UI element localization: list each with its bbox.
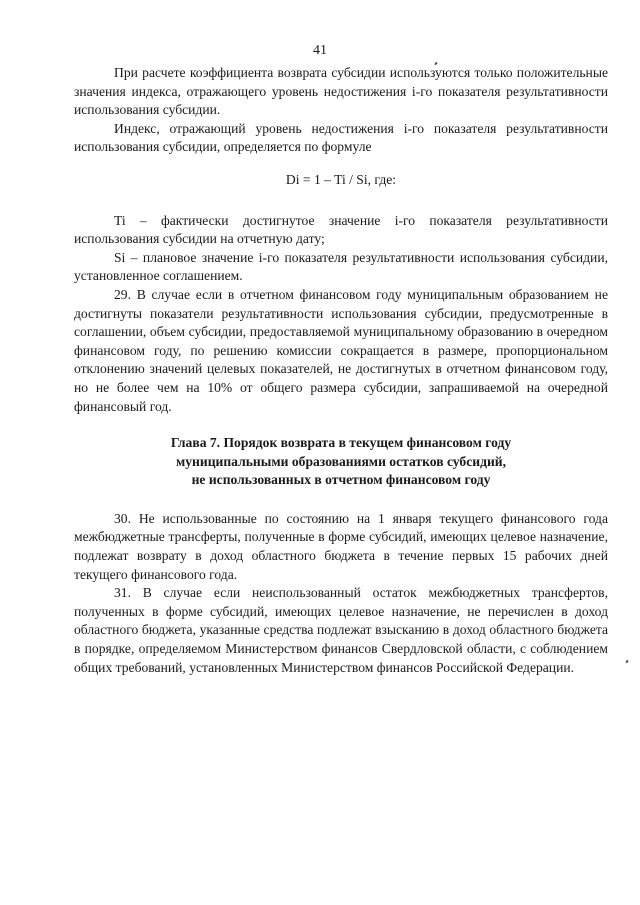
chapter-heading-line-2: муниципальными образованиями остатков субсидий, bbox=[175, 453, 507, 469]
paragraph-item-31: 31. В случае если неиспользованный остаток межбюджетных трансфертов, полученных в форме субсидий, имеющих целевое назначение, не перечислен в доход областного бюджета, указанные средства подлежат взысканию в доход областного бюджета в порядке, определяемом Министерством финансов Свердловской области, с соблюдением общих требований, установленных Министерством финансов Российской Федерации. bbox=[74, 585, 608, 675]
formula: Di = 1 – Ti / Si, где: bbox=[285, 171, 397, 187]
document-body bbox=[74, 64, 608, 677]
chapter-heading-line-1: Глава 7. Порядок возврата в текущем финансовом году bbox=[170, 435, 512, 451]
chapter-heading-line-3: не использованных в отчетном финансовом году bbox=[191, 472, 491, 488]
paragraph-index-definition: Индекс, отражающий уровень недостижения i-го показателя результативности использования субсидии, определяется по формуле bbox=[74, 120, 608, 155]
scan-speck bbox=[625, 660, 628, 664]
page-number: 41 bbox=[313, 43, 327, 58]
paragraph-item-30: 30. Не использованные по состоянию на 1 января текущего финансового года межбюджетные трансферты, полученные в форме субсидий, имеющих целевое назначение, подлежат возврату в доход областного бюджета в течение первых 15 рабочих дней текущего финансового года. bbox=[74, 510, 608, 582]
paragraph-positive-index-note: При расчете коэффициента возврата субсидии используются только положительные значения индекса, отражающего уровень недостижения i-го показателя результативности использования субсидии. bbox=[74, 65, 608, 118]
paragraph-si-definition: Si – плановое значение i-го показателя результативности использования субсидии, установленное соглашением. bbox=[74, 249, 608, 284]
paragraph-item-29: 29. В случае если в отчетном финансовом году муниципальным образованием не достигнуты показатели результативности использования субсидии, предусмотренные в соглашении, объем субсидии, предоставляемой муниципальному образованию в очередном финансовом году, по решению комиссии сокращается в размере, пропорциональном отклонению значений целевых показателей, не достигнутых в отчетном финансовом году, но не более чем на 10% от общего размера субсидии, запрашиваемой на очередной финансовый год. bbox=[74, 286, 608, 414]
paragraph-ti-definition: Ti – фактически достигнутое значение i-го показателя результативности использования субсидии на отчетную дату; bbox=[74, 212, 608, 247]
chapter-heading bbox=[74, 434, 608, 490]
